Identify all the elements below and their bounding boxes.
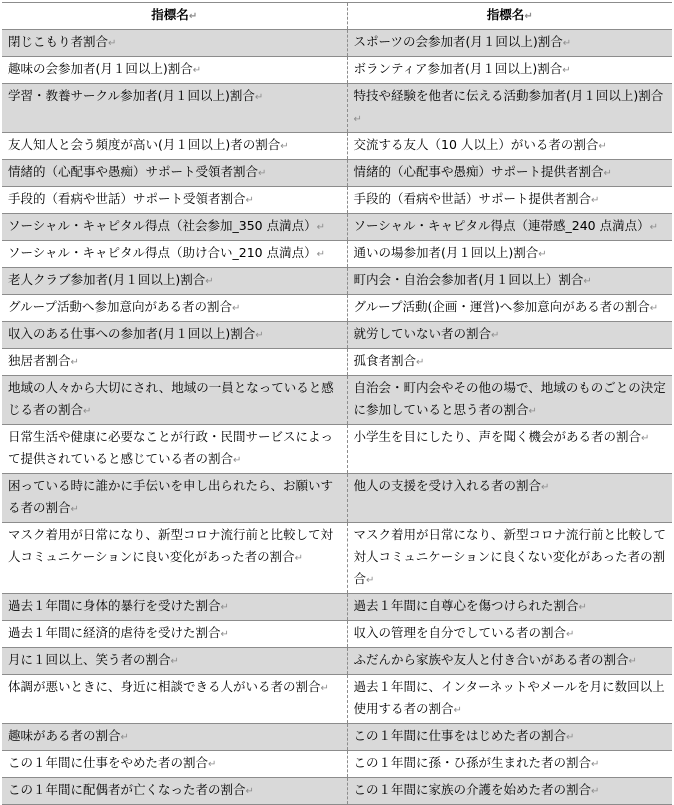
table-row [2, 30, 672, 57]
table-row [2, 724, 672, 751]
paragraph-mark-icon: ↵ [320, 683, 329, 694]
paragraph-mark-icon: ↵ [233, 455, 242, 466]
indicator-cell-left [2, 84, 347, 133]
paragraph-mark-icon: ↵ [220, 602, 229, 613]
indicator-cell-left [2, 724, 347, 751]
paragraph-mark-icon: ↵ [566, 732, 575, 743]
indicator-cell-right [347, 778, 672, 805]
table-row [2, 675, 672, 724]
indicator-name: 月に１回以上、笑う者の割合 [8, 652, 171, 667]
paragraph-mark-icon: ↵ [541, 482, 550, 493]
paragraph-mark-icon: ↵ [205, 276, 214, 287]
indicator-cell-right [347, 30, 672, 57]
paragraph-mark-icon: ↵ [188, 11, 198, 22]
paragraph-mark-icon: ↵ [591, 759, 600, 770]
indicator-name: 情緒的（心配事や愚痴）サポート受領者割合 [8, 164, 259, 179]
indicator-name: 収入の管理を自分でしている者の割合 [353, 625, 567, 640]
table-row [2, 57, 672, 84]
indicator-name: 学習・教養サークル参加者(月１回以上)割合 [8, 88, 255, 103]
header-label: 指標名 [151, 7, 189, 22]
indicator-cell-right [347, 322, 672, 349]
indicator-cell-left [2, 214, 347, 241]
indicator-name: 就労していない者の割合 [353, 326, 492, 341]
indicator-name: 手段的（看病や世話）サポート提供者割合 [353, 191, 592, 206]
indicator-name: 町内会・自治会参加者(月１回以上）割合 [353, 272, 584, 287]
paragraph-mark-icon: ↵ [524, 11, 533, 22]
paragraph-mark-icon: ↵ [528, 406, 537, 417]
indicator-name: ソーシャル・キャピタル得点（助け合い_210 点満点） [8, 245, 317, 260]
paragraph-mark-icon: ↵ [366, 575, 375, 586]
indicator-name: 独居者割合 [8, 353, 71, 368]
paragraph-mark-icon: ↵ [353, 114, 362, 125]
indicator-cell-left [2, 241, 347, 268]
table-row [2, 594, 672, 621]
paragraph-mark-icon: ↵ [628, 656, 637, 667]
indicator-cell-left [2, 778, 347, 805]
indicator-cell-left [2, 621, 347, 648]
indicator-name: スポーツの会参加者(月１回以上)割合 [353, 34, 563, 49]
indicator-name: ボランティア参加者(月１回以上)割合 [353, 61, 563, 76]
indicator-cell-left [2, 160, 347, 187]
paragraph-mark-icon: ↵ [316, 222, 325, 233]
indicator-name: この１年間に配偶者が亡くなった者の割合 [8, 782, 246, 797]
paragraph-mark-icon: ↵ [245, 195, 254, 206]
indicator-table [2, 2, 672, 805]
indicator-cell-right [347, 425, 672, 474]
paragraph-mark-icon: ↵ [220, 629, 229, 640]
header-cell-left [2, 3, 347, 30]
table-row [2, 187, 672, 214]
indicator-name: 自治会・町内会やその他の場で、地域のものごとの決定に参加していると思う者の割合 [353, 380, 666, 417]
paragraph-mark-icon: ↵ [598, 141, 607, 152]
indicator-cell-right [347, 621, 672, 648]
indicator-cell-left [2, 425, 347, 474]
indicator-cell-right [347, 214, 672, 241]
indicator-name: 過去１年間に経済的虐待を受けた割合 [8, 625, 221, 640]
paragraph-mark-icon: ↵ [603, 168, 612, 179]
indicator-name: 通いの場参加者(月１回以上)割合 [353, 245, 539, 260]
indicator-cell-left [2, 57, 347, 84]
table-row [2, 376, 672, 425]
table-row [2, 84, 672, 133]
paragraph-mark-icon: ↵ [416, 357, 425, 368]
paragraph-mark-icon: ↵ [83, 406, 92, 417]
table-row [2, 621, 672, 648]
indicator-cell-right [347, 724, 672, 751]
indicator-name: 特技や経験を他者に伝える活動参加者(月１回以上)割合 [353, 88, 664, 103]
table-body [2, 30, 672, 805]
indicator-cell-right [347, 474, 672, 523]
indicator-name: 他人の支援を受け入れる者の割合 [353, 478, 542, 493]
indicator-cell-right [347, 57, 672, 84]
paragraph-mark-icon: ↵ [562, 38, 572, 49]
indicator-name: 地域の人々から大切にされ、地域の一員となっていると感じる者の割合 [8, 380, 334, 417]
indicator-cell-left [2, 295, 347, 322]
indicator-name: マスク着用が日常になり、新型コロナ流行前と比較して対人コミュニケーションに良くない変化があった者の割合 [353, 527, 667, 586]
paragraph-mark-icon: ↵ [583, 276, 592, 287]
indicator-name: この１年間に孫・ひ孫が生まれた者の割合 [353, 755, 592, 770]
paragraph-mark-icon: ↵ [294, 553, 304, 564]
indicator-cell-right [347, 751, 672, 778]
header-label: 指標名 [486, 7, 525, 22]
paragraph-mark-icon: ↵ [641, 433, 650, 444]
indicator-cell-left [2, 594, 347, 621]
indicator-name: マスク着用が日常になり、新型コロナ流行前と比較して対人コミュニケーションに良い変化があった者の割合 [8, 527, 334, 564]
indicator-name: ふだんから家族や友人と付き合いがある者の割合 [353, 652, 629, 667]
indicator-cell-right [347, 349, 672, 376]
paragraph-mark-icon: ↵ [649, 222, 658, 233]
indicator-name: 収入のある仕事への参加者(月１回以上)割合 [8, 326, 256, 341]
paragraph-mark-icon: ↵ [192, 65, 202, 76]
paragraph-mark-icon: ↵ [591, 195, 600, 206]
paragraph-mark-icon: ↵ [578, 602, 587, 613]
indicator-name: グループ活動へ参加意向がある者の割合 [8, 299, 233, 314]
indicator-cell-left [2, 523, 347, 594]
paragraph-mark-icon: ↵ [649, 303, 659, 314]
table-row [2, 160, 672, 187]
indicator-name: 体調が悪いときに、身近に相談できる人がいる者の割合 [8, 679, 321, 694]
table-row [2, 751, 672, 778]
indicator-name: 小学生を目にしたり、声を聞く機会がある者の割合 [353, 429, 642, 444]
indicator-cell-left [2, 268, 347, 295]
indicator-cell-right [347, 241, 672, 268]
indicator-name: この１年間に家族の介護を始めた者の割合 [353, 782, 592, 797]
indicator-name: この１年間に仕事をはじめた者の割合 [353, 728, 567, 743]
table-row [2, 214, 672, 241]
indicator-cell-left [2, 474, 347, 523]
indicator-cell-left [2, 349, 347, 376]
indicator-cell-right [347, 295, 672, 322]
table-row [2, 474, 672, 523]
paragraph-mark-icon: ↵ [566, 629, 575, 640]
paragraph-mark-icon: ↵ [208, 759, 217, 770]
indicator-name: この１年間に仕事をやめた者の割合 [8, 755, 209, 770]
header-cell-right [347, 3, 672, 30]
paragraph-mark-icon: ↵ [70, 504, 79, 515]
indicator-name: 過去１年間に自尊心を傷つけられた割合 [353, 598, 579, 613]
paragraph-mark-icon: ↵ [258, 168, 267, 179]
indicator-name: 友人知人と会う頻度が高い(月１回以上)者の割合 [8, 137, 281, 152]
indicator-cell-right [347, 133, 672, 160]
indicator-name: 交流する友人（10 人以上）がいる者の割合 [353, 137, 599, 152]
paragraph-mark-icon: ↵ [591, 786, 600, 797]
paragraph-mark-icon: ↵ [120, 732, 129, 743]
paragraph-mark-icon: ↵ [280, 141, 289, 152]
indicator-name: 孤食者割合 [353, 353, 417, 368]
table-row [2, 425, 672, 474]
table-row [2, 295, 672, 322]
indicator-cell-right [347, 84, 672, 133]
paragraph-mark-icon: ↵ [245, 786, 254, 797]
indicator-name: 過去１年間に身体的暴行を受けた割合 [8, 598, 221, 613]
paragraph-mark-icon: ↵ [538, 249, 547, 260]
indicator-cell-left [2, 322, 347, 349]
paragraph-mark-icon: ↵ [255, 330, 264, 341]
indicator-name: 閉じこもり者割合 [8, 34, 109, 49]
paragraph-mark-icon: ↵ [562, 65, 571, 76]
table-row [2, 133, 672, 160]
table-row [2, 268, 672, 295]
indicator-name: 趣味の会参加者(月１回以上)割合 [8, 61, 193, 76]
indicator-name: ソーシャル・キャピタル得点（社会参加_350 点満点） [8, 218, 317, 233]
header-row [2, 3, 672, 30]
indicator-name: 過去１年間に、インターネットやメールを月に数回以上使用する者の割合 [353, 679, 665, 716]
table-row [2, 523, 672, 594]
indicator-cell-left [2, 30, 347, 57]
indicator-cell-left [2, 675, 347, 724]
indicator-name: 困っている時に誰かに手伝いを申し出られたら、お願いする者の割合 [8, 478, 334, 515]
indicator-name: 趣味がある者の割合 [8, 728, 121, 743]
indicator-cell-left [2, 133, 347, 160]
indicator-cell-left [2, 751, 347, 778]
paragraph-mark-icon: ↵ [232, 303, 241, 314]
table-row [2, 778, 672, 805]
paragraph-mark-icon: ↵ [316, 249, 325, 260]
indicator-name: 手段的（看病や世話）サポート受領者割合 [8, 191, 246, 206]
indicator-cell-right [347, 160, 672, 187]
table-row [2, 241, 672, 268]
indicator-cell-left [2, 648, 347, 675]
indicator-cell-right [347, 523, 672, 594]
indicator-name: 老人クラブ参加者(月１回以上)割合 [8, 272, 206, 287]
indicator-name: 情緒的（心配事や愚痴）サポート提供者割合 [353, 164, 604, 179]
paragraph-mark-icon: ↵ [170, 656, 179, 667]
table-row [2, 322, 672, 349]
paragraph-mark-icon: ↵ [254, 92, 264, 103]
indicator-name: ソーシャル・キャピタル得点（連帯感_240 点満点） [353, 218, 650, 233]
indicator-cell-left [2, 376, 347, 425]
table-row [2, 648, 672, 675]
indicator-cell-right [347, 594, 672, 621]
indicator-name: グループ活動(企画・運営)へ参加意向がある者の割合 [353, 299, 650, 314]
paragraph-mark-icon: ↵ [453, 705, 462, 716]
paragraph-mark-icon: ↵ [70, 357, 79, 368]
indicator-name: 日常生活や健康に必要なことが行政・民間サービスによって提供されていると感じている者の割合 [8, 429, 334, 466]
indicator-cell-right [347, 675, 672, 724]
indicator-cell-right [347, 648, 672, 675]
indicator-cell-right [347, 187, 672, 214]
indicator-cell-left [2, 187, 347, 214]
table-row [2, 349, 672, 376]
paragraph-mark-icon: ↵ [491, 330, 500, 341]
indicator-cell-right [347, 376, 672, 425]
indicator-cell-right [347, 268, 672, 295]
paragraph-mark-icon: ↵ [108, 38, 117, 49]
